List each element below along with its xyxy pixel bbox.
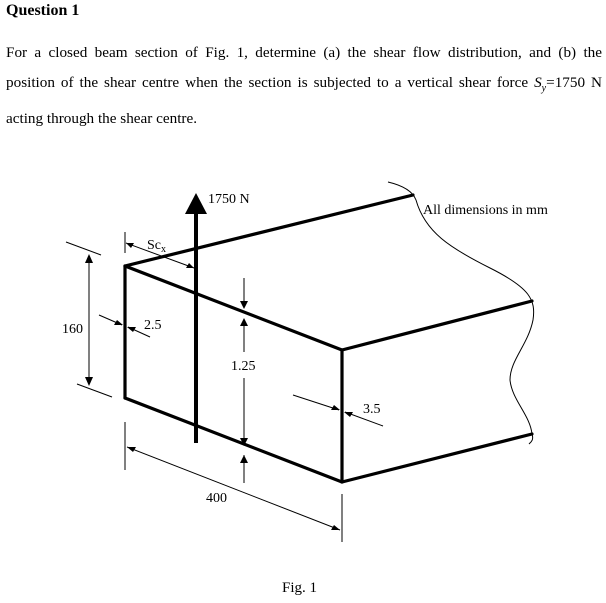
load-label: 1750 N <box>208 192 250 207</box>
shear-centre-label: $Sc_x$ <box>147 238 166 255</box>
question-line-1: For a closed beam section of Fig. 1, determine (a) the shear flow distribution, and (b) the <box>6 44 602 61</box>
question-heading: Question 1 <box>6 2 80 19</box>
shear-force-subscript: y <box>541 83 547 95</box>
bottom-flange-front <box>125 398 342 482</box>
figure-caption: Fig. 1 <box>282 580 318 596</box>
question-line-2: position of the shear centre when the section is subjected to a vertical shear force $S_y=1750$ N <box>6 74 602 95</box>
height-dim-label: 160 <box>62 322 83 337</box>
top-left-longitudinal-edge <box>125 195 413 266</box>
shear-force-symbol: S <box>534 74 542 91</box>
load-arrow <box>185 193 207 443</box>
top-right-longitudinal-edge <box>342 301 532 350</box>
right-wall-thickness-label: 3.5 <box>363 402 381 417</box>
flange-thickness-dim <box>240 278 248 483</box>
question-line-3: acting through the shear centre. <box>6 110 198 128</box>
break-line <box>388 182 534 444</box>
top-flange-front <box>125 266 342 350</box>
width-dim-label: 400 <box>206 491 227 506</box>
left-wall-thickness-label: 2.5 <box>144 318 162 333</box>
shear-force-value: =1750 N <box>546 74 602 91</box>
flange-thickness-label: 1.25 <box>231 359 256 374</box>
dimensions-note: All dimensions in mm <box>423 203 548 218</box>
beam-outline <box>125 195 532 482</box>
bottom-right-longitudinal-edge <box>342 434 532 482</box>
